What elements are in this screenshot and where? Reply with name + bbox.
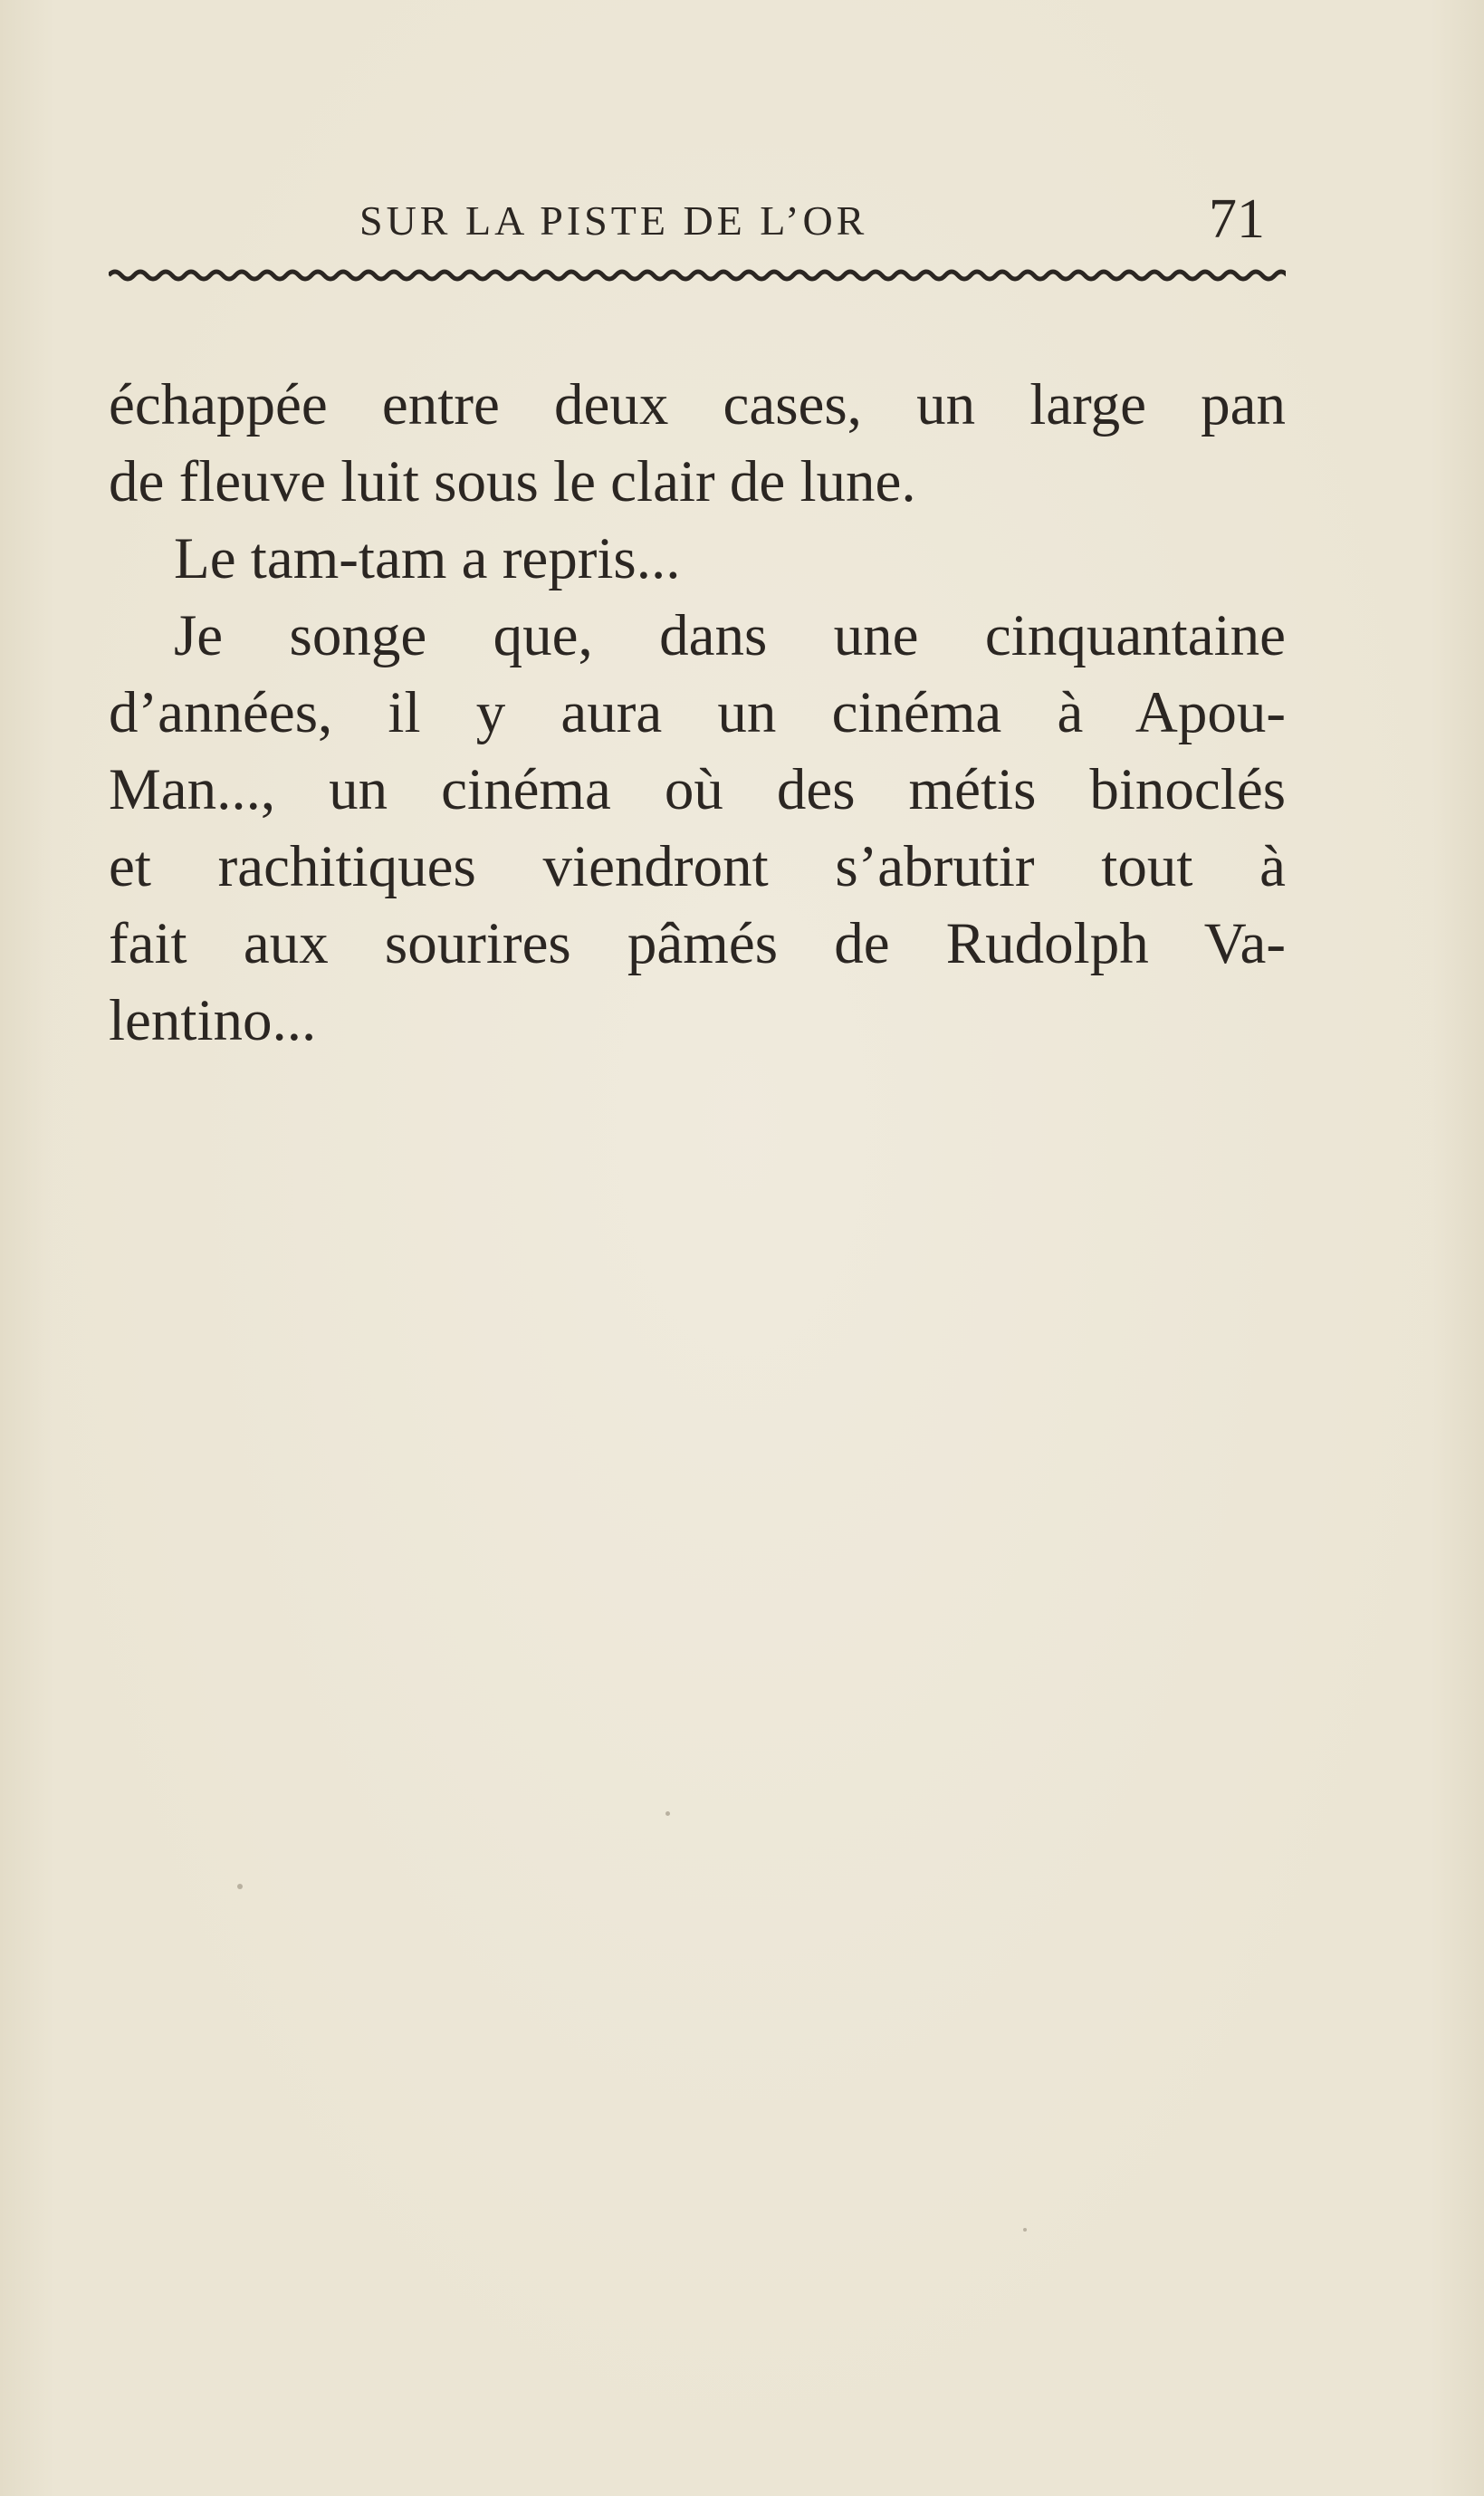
body-text bbox=[109, 367, 1286, 1060]
body-line: de fleuve luit sous le clair de lune. bbox=[109, 449, 916, 514]
body-line: Je songe que, dans une cinquantaine bbox=[174, 603, 1286, 668]
paper-speck bbox=[237, 1884, 243, 1889]
running-title: SUR LA PISTE DE L’OR bbox=[359, 197, 868, 244]
body-line: Man..., un cinéma où des métis binoclés bbox=[109, 757, 1286, 822]
wavy-rule-ornament bbox=[109, 264, 1286, 286]
body-line: et rachitiques viendront s’abrutir tout à bbox=[109, 834, 1286, 899]
paper-speck bbox=[1023, 2228, 1027, 2232]
body-line: Le tam-tam a repris... bbox=[174, 526, 681, 591]
body-line: lentino... bbox=[109, 988, 317, 1053]
paper-speck bbox=[665, 1811, 670, 1816]
body-line: fait aux sourires pâmés de Rudolph Va- bbox=[109, 911, 1286, 976]
page-number: 71 bbox=[1209, 188, 1265, 250]
body-line: échappée entre deux cases, un large pan bbox=[109, 372, 1286, 437]
body-line: d’années, il y aura un cinéma à Apou- bbox=[109, 680, 1286, 745]
running-head bbox=[104, 186, 1281, 258]
